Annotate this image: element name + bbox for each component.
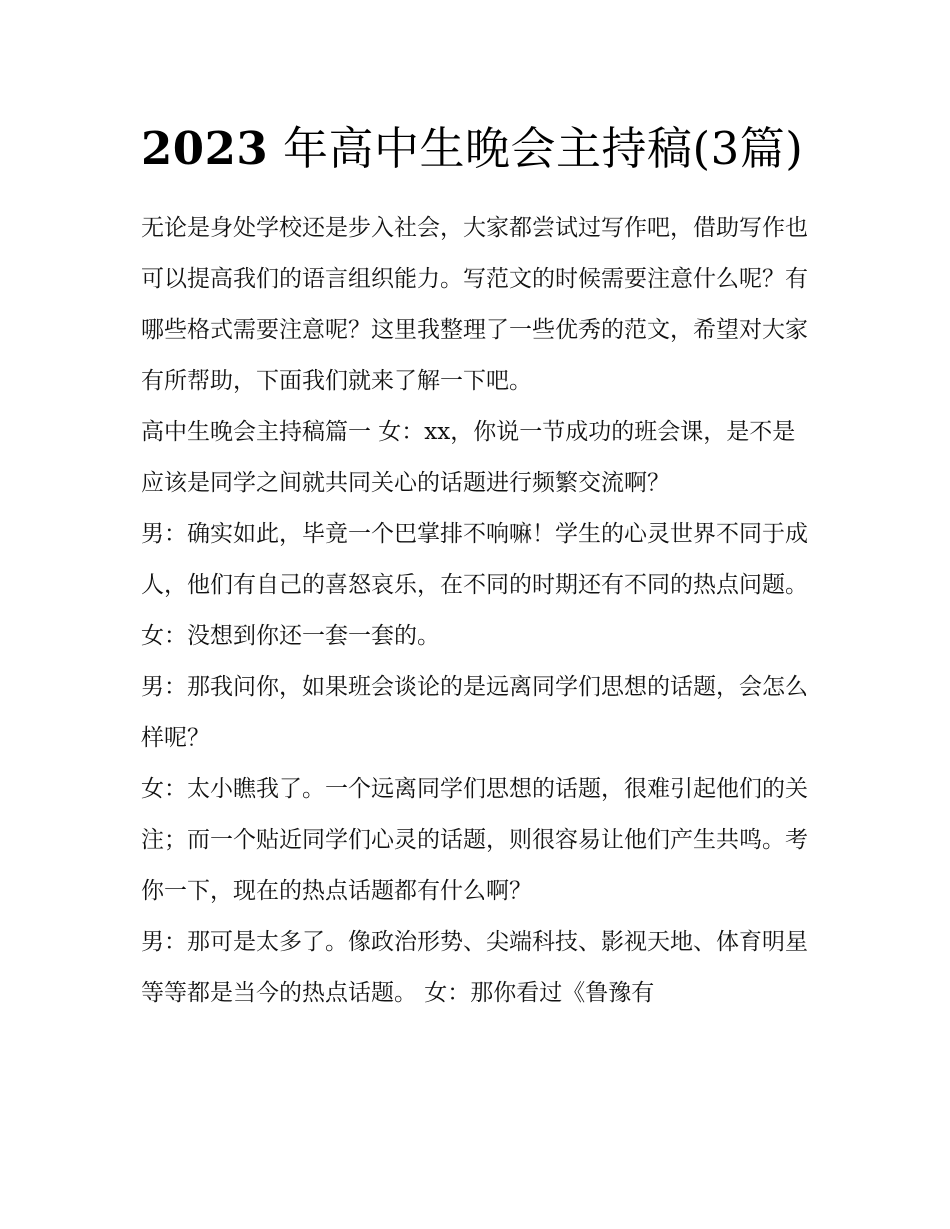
- document-body: [141, 203, 813, 1019]
- dialogue-paragraph: 男：那可是太多了。像政治形势、尖端科技、影视天地、体育明星等等都是当今的热点话题。 女：那你看过《鲁豫有: [141, 929, 808, 1006]
- document-title: [141, 118, 813, 179]
- dialogue-paragraph: 高中生晚会主持稿篇一 女：xx，你说一节成功的班会课，是不是应该是同学之间就共同关心的话题进行频繁交流啊？: [141, 419, 796, 496]
- intro-paragraph: 无论是身处学校还是步入社会，大家都尝试过写作吧，借助写作也可以提高我们的语言组织能力。写范文的时候需要注意什么呢？有哪些格式需要注意呢？这里我整理了一些优秀的范文，希望对大家有所帮助，下面我们就来了解一下吧。: [141, 215, 808, 394]
- dialogue-paragraph: 男：那我问你，如果班会谈论的是远离同学们思想的话题，会怎么样呢？: [141, 674, 808, 751]
- dialogue-paragraph: 女：太小瞧我了。一个远离同学们思想的话题，很难引起他们的关注；而一个贴近同学们心灵的话题，则很容易让他们产生共鸣。考你一下，现在的热点话题都有什么啊？: [141, 776, 808, 904]
- title-text: 年高中生晚会主持稿(3篇): [268, 122, 804, 175]
- dialogue-paragraph: 男：确实如此，毕竟一个巴掌排不响嘛！学生的心灵世界不同于成人，他们有自己的喜怒哀乐，在不同的时期还有不同的热点问题。 女：没想到你还一套一套的。: [141, 521, 808, 649]
- document-content: [141, 118, 813, 1019]
- title-year: 2023: [141, 122, 269, 175]
